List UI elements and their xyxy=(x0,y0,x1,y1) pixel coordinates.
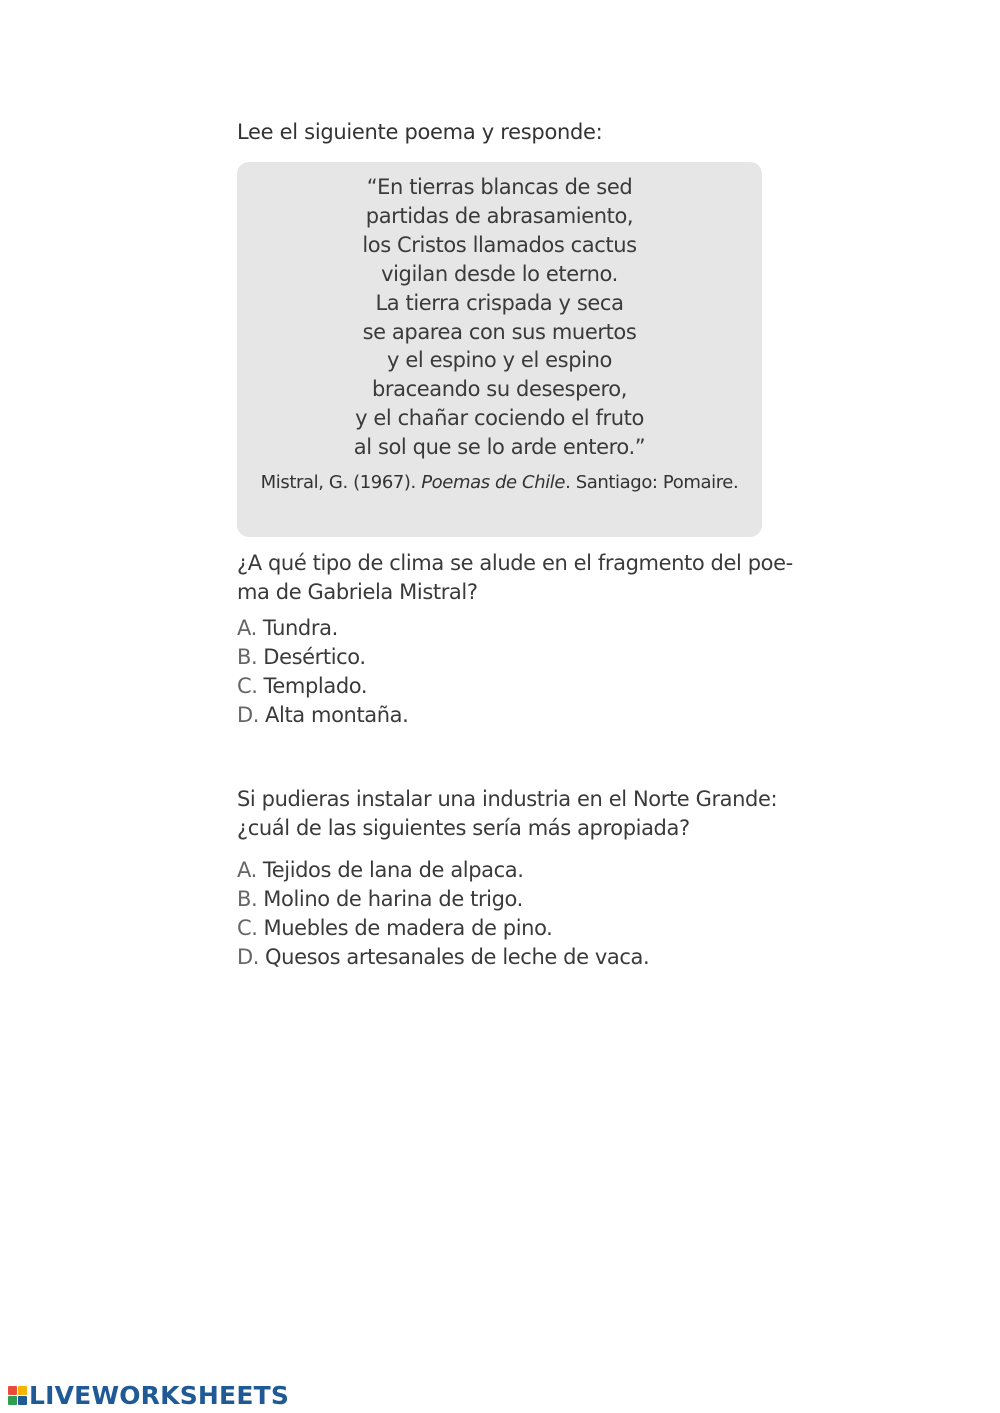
option-text: Tundra. xyxy=(262,616,338,640)
citation-publisher: . Santiago: Pomaire. xyxy=(565,472,739,493)
option-letter: B. xyxy=(237,645,258,669)
option-letter: B. xyxy=(237,887,258,911)
option-b xyxy=(237,885,649,914)
question-1-line: ¿A qué tipo de clima se alude en el fragmento del poe- xyxy=(237,551,793,575)
poem-line: vigilan desde lo eterno. xyxy=(381,261,618,286)
question-2-line: Si pudieras instalar una industria en el Norte Grande: xyxy=(237,787,778,811)
option-d xyxy=(237,943,649,972)
option-letter: D. xyxy=(237,945,260,969)
option-c xyxy=(237,672,408,701)
option-text: Muebles de madera de pino. xyxy=(263,916,553,940)
option-c xyxy=(237,914,649,943)
poem-line: se aparea con sus muertos xyxy=(362,319,637,344)
option-a xyxy=(237,856,649,885)
option-text: Tejidos de lana de alpaca. xyxy=(262,858,524,882)
logo-square xyxy=(18,1386,27,1395)
poem-line: al sol que se lo arde entero.” xyxy=(353,435,646,460)
poem-line: y el chañar cociendo el fruto xyxy=(355,406,644,431)
option-b xyxy=(237,643,408,672)
option-d xyxy=(237,701,408,730)
option-letter: C. xyxy=(237,674,258,698)
instruction-text: Lee el siguiente poema y responde: xyxy=(237,120,603,144)
citation-author: Mistral, G. (1967). xyxy=(260,472,422,493)
option-a xyxy=(237,614,408,643)
logo-square xyxy=(8,1396,17,1405)
option-text: Molino de harina de trigo. xyxy=(263,887,523,911)
option-text: Quesos artesanales de leche de vaca. xyxy=(265,945,650,969)
question-2-options xyxy=(237,856,649,972)
question-1-options xyxy=(237,614,408,730)
option-text: Desértico. xyxy=(263,645,366,669)
citation-book-title: Poemas de Chile xyxy=(421,472,566,493)
question-2-line: ¿cuál de las siguientes sería más apropiada? xyxy=(237,816,690,840)
poem-line: los Cristos llamados cactus xyxy=(362,232,637,257)
poem-line: La tierra crispada y seca xyxy=(375,290,624,315)
logo-square xyxy=(18,1396,27,1405)
option-text: Alta montaña. xyxy=(265,703,409,727)
question-2 xyxy=(237,785,777,843)
liveworksheets-logo[interactable] xyxy=(8,1381,289,1410)
poem-text xyxy=(237,173,762,462)
option-letter: A. xyxy=(237,616,257,640)
logo-text: LIVEWORKSHEETS xyxy=(29,1381,290,1410)
poem-box xyxy=(237,162,762,537)
option-text: Templado. xyxy=(263,674,368,698)
poem-line: partidas de abrasamiento, xyxy=(365,203,634,228)
poem-line: braceando su desespero, xyxy=(371,377,628,402)
logo-square xyxy=(8,1386,17,1395)
liveworksheets-logo-icon xyxy=(8,1386,27,1405)
poem-line: “En tierras blancas de sed xyxy=(366,175,633,199)
question-1 xyxy=(237,549,793,607)
option-letter: A. xyxy=(237,858,257,882)
poem-line: y el espino y el espino xyxy=(387,348,612,373)
option-letter: C. xyxy=(237,916,258,940)
option-letter: D. xyxy=(237,703,260,727)
poem-citation xyxy=(237,472,762,493)
question-1-line: ma de Gabriela Mistral? xyxy=(237,580,478,604)
